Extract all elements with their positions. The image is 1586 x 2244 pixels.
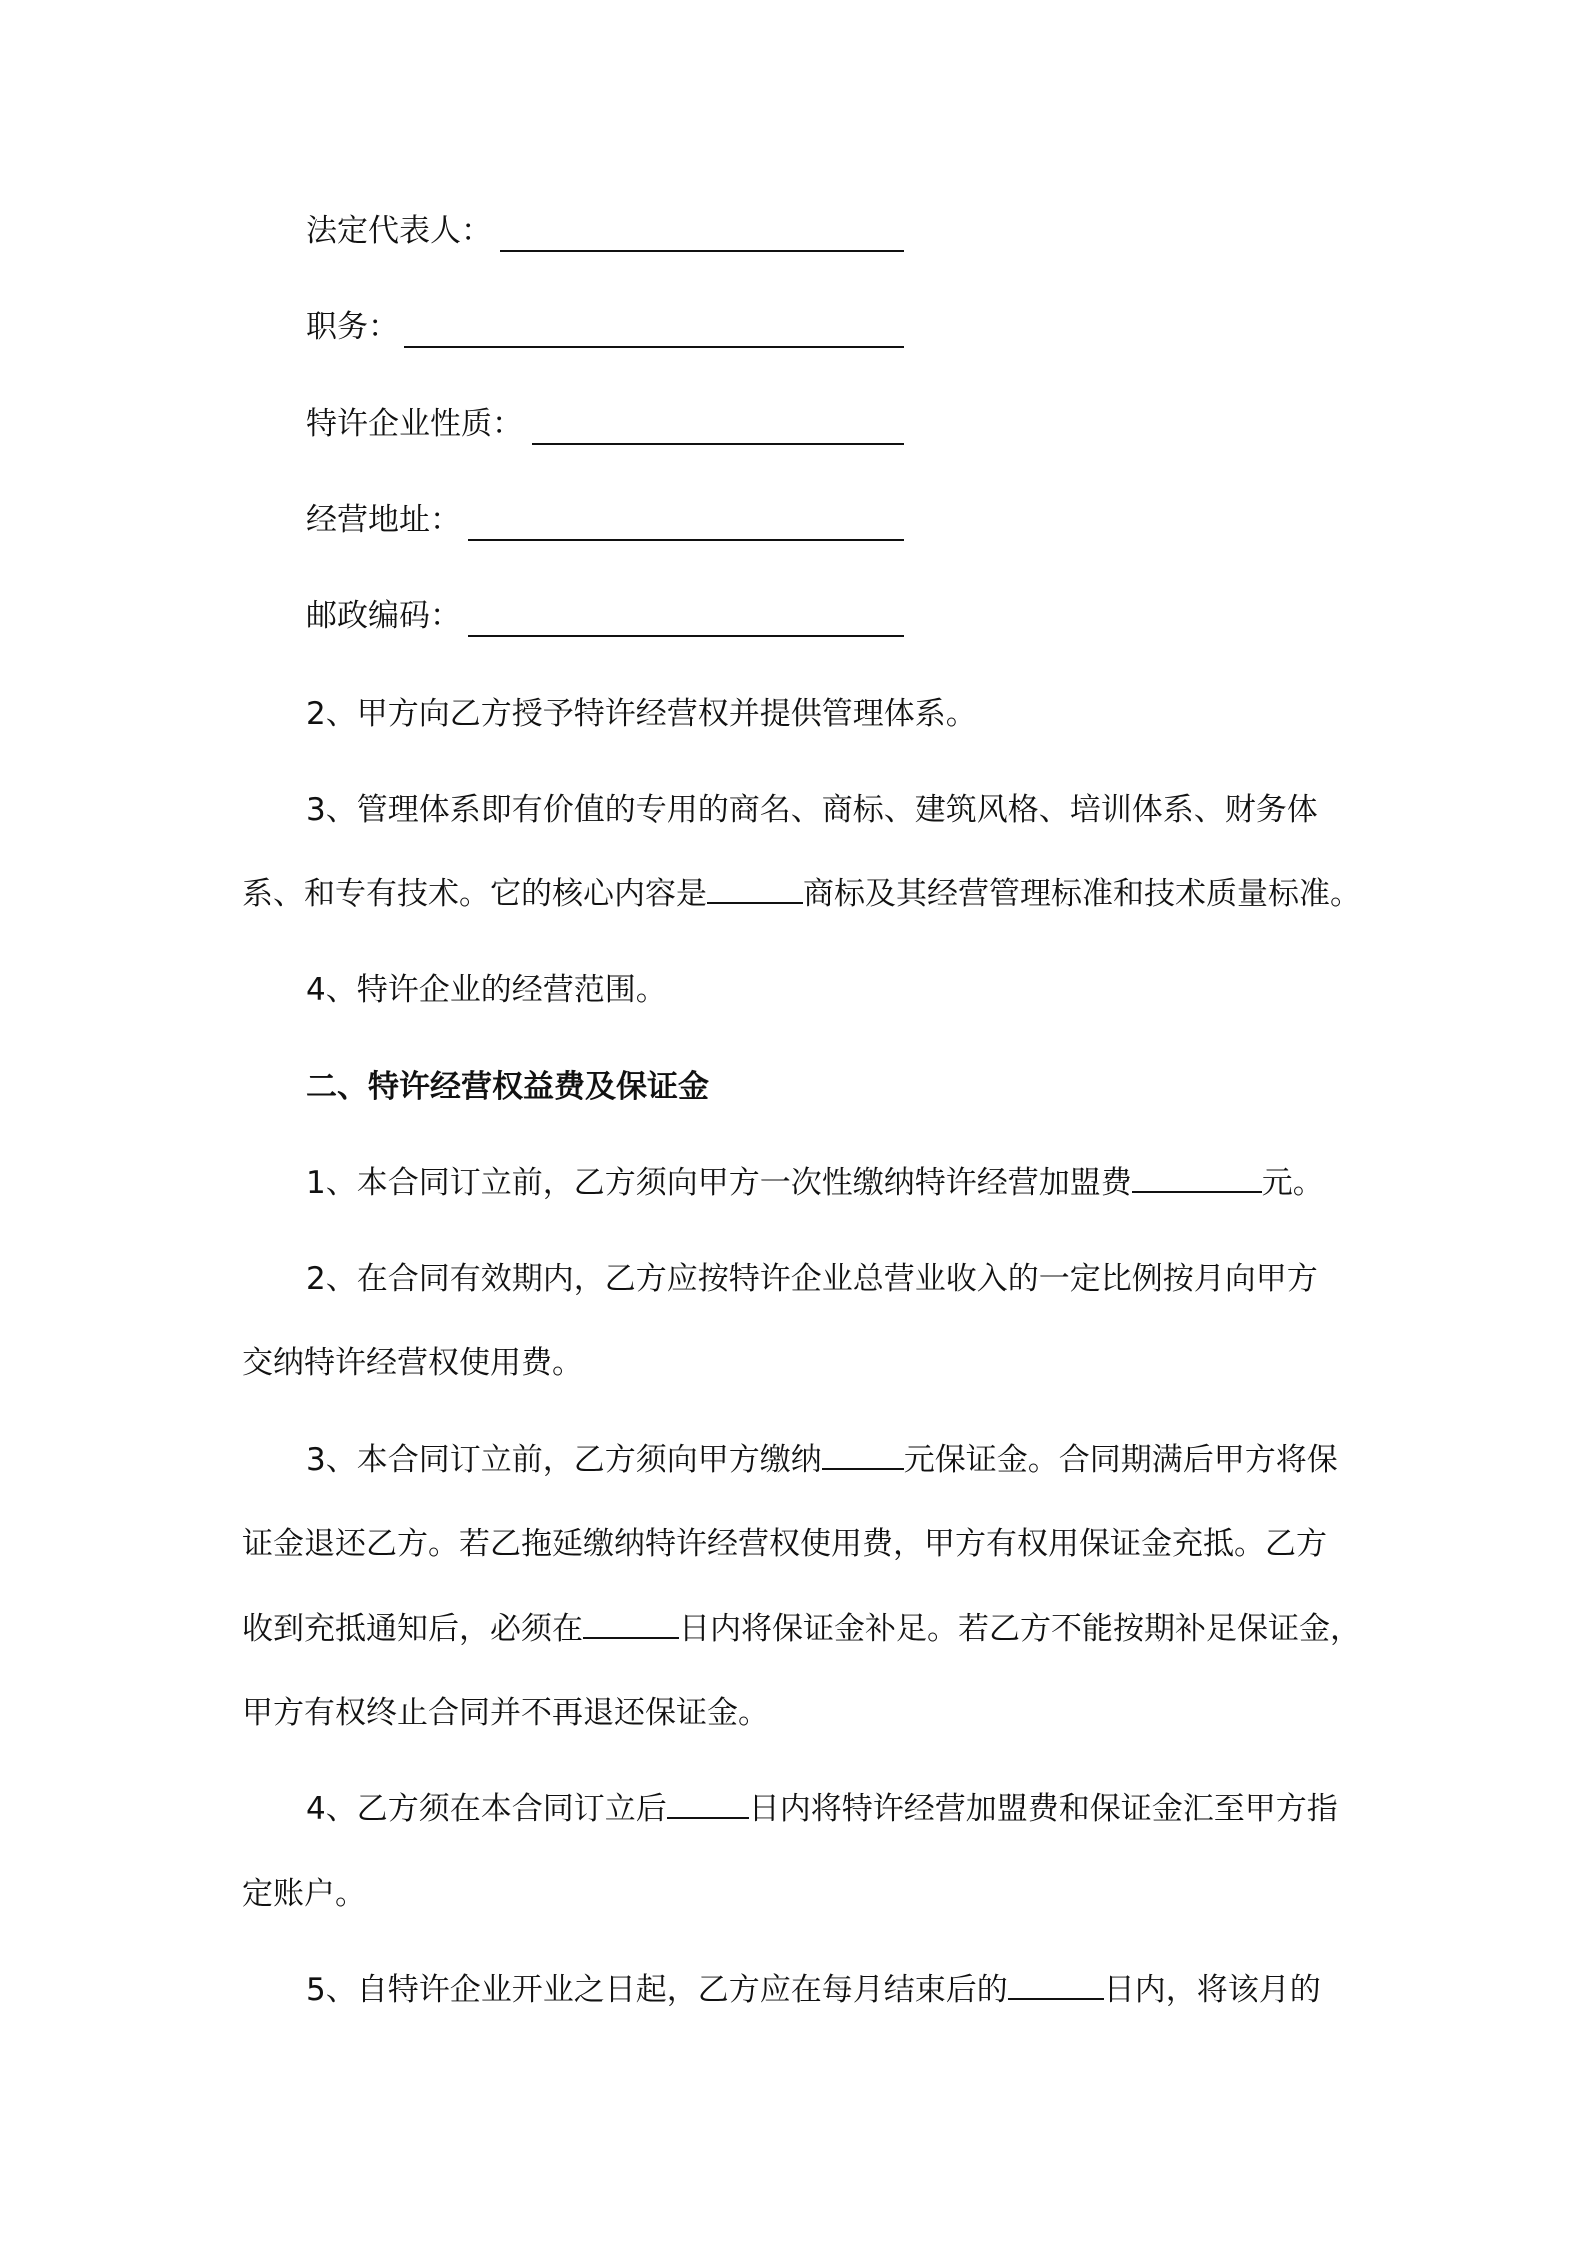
clause-3-line2 xyxy=(242,872,1361,916)
field-nature-line xyxy=(532,443,904,445)
s2-clause-2-line2: 交纳特许经营权使用费。 xyxy=(242,1345,583,1381)
s2-clause-1-b: 元。 xyxy=(1261,1165,1324,1201)
section-2-heading: 二、特许经营权益费及保证金 xyxy=(306,1069,709,1105)
clause-2: 2、甲方向乙方授予特许经营权并提供管理体系。 xyxy=(306,696,977,732)
clause-4: 4、特许企业的经营范围。 xyxy=(306,972,667,1008)
blank-field xyxy=(1008,1997,1104,2000)
field-postcode-label: 邮政编码： xyxy=(306,598,461,634)
field-legal-rep-line xyxy=(500,250,904,252)
s2-clause-3-line2: 证金退还乙方。若乙拖延缴纳特许经营权使用费，甲方有权用保证金充抵。乙方 xyxy=(242,1526,1327,1562)
blank-field xyxy=(583,1636,679,1639)
s2-clause-1-a: 1、本合同订立前，乙方须向甲方一次性缴纳特许经营加盟费 xyxy=(306,1165,1132,1201)
s2-clause-3-line3 xyxy=(242,1607,1361,1651)
s2-clause-3-line3-a: 收到充抵通知后，必须在 xyxy=(242,1611,583,1647)
s2-clause-3-line4: 甲方有权终止合同并不再退还保证金。 xyxy=(242,1695,769,1731)
field-address-line xyxy=(468,539,904,541)
s2-clause-4-line1-b: 日内将特许经营加盟费和保证金汇至甲方指 xyxy=(748,1791,1338,1827)
clause-3-line2-a: 系、和专有技术。它的核心内容是 xyxy=(242,876,707,912)
blank-field xyxy=(822,1467,904,1470)
clause-3-line2-b: 商标及其经营管理标准和技术质量标准。 xyxy=(803,876,1361,912)
s2-clause-3-line1-b: 元保证金。合同期满后甲方将保 xyxy=(903,1442,1338,1478)
s2-clause-4-line1-a: 4、乙方须在本合同订立后 xyxy=(306,1791,667,1827)
s2-clause-5-line1-b: 日内，将该月的 xyxy=(1103,1972,1321,2008)
s2-clause-1 xyxy=(306,1161,1324,1205)
s2-clause-2-line1: 2、在合同有效期内，乙方应按特许企业总营业收入的一定比例按月向甲方 xyxy=(306,1261,1318,1297)
s2-clause-3-line3-b: 日内将保证金补足。若乙方不能按期补足保证金， xyxy=(679,1611,1361,1647)
field-address-label: 经营地址： xyxy=(306,502,461,538)
field-legal-rep-label: 法定代表人： xyxy=(306,213,492,249)
field-postcode-line xyxy=(468,635,904,637)
s2-clause-5-line1-a: 5、自特许企业开业之日起，乙方应在每月结束后的 xyxy=(306,1972,1008,2008)
blank-field xyxy=(707,901,803,904)
s2-clause-4-line1 xyxy=(306,1787,1338,1831)
s2-clause-5-line1 xyxy=(306,1968,1321,2012)
field-position-label: 职务： xyxy=(306,309,399,345)
blank-field xyxy=(667,1816,749,1819)
field-nature-label: 特许企业性质： xyxy=(306,406,523,442)
blank-field xyxy=(1132,1190,1262,1193)
field-position-line xyxy=(404,346,904,348)
s2-clause-3-line1-a: 3、本合同订立前，乙方须向甲方缴纳 xyxy=(306,1442,822,1478)
clause-3-line1: 3、管理体系即有价值的专用的商名、商标、建筑风格、培训体系、财务体 xyxy=(306,792,1318,828)
s2-clause-4-line2: 定账户。 xyxy=(242,1876,366,1912)
s2-clause-3-line1 xyxy=(306,1438,1338,1482)
